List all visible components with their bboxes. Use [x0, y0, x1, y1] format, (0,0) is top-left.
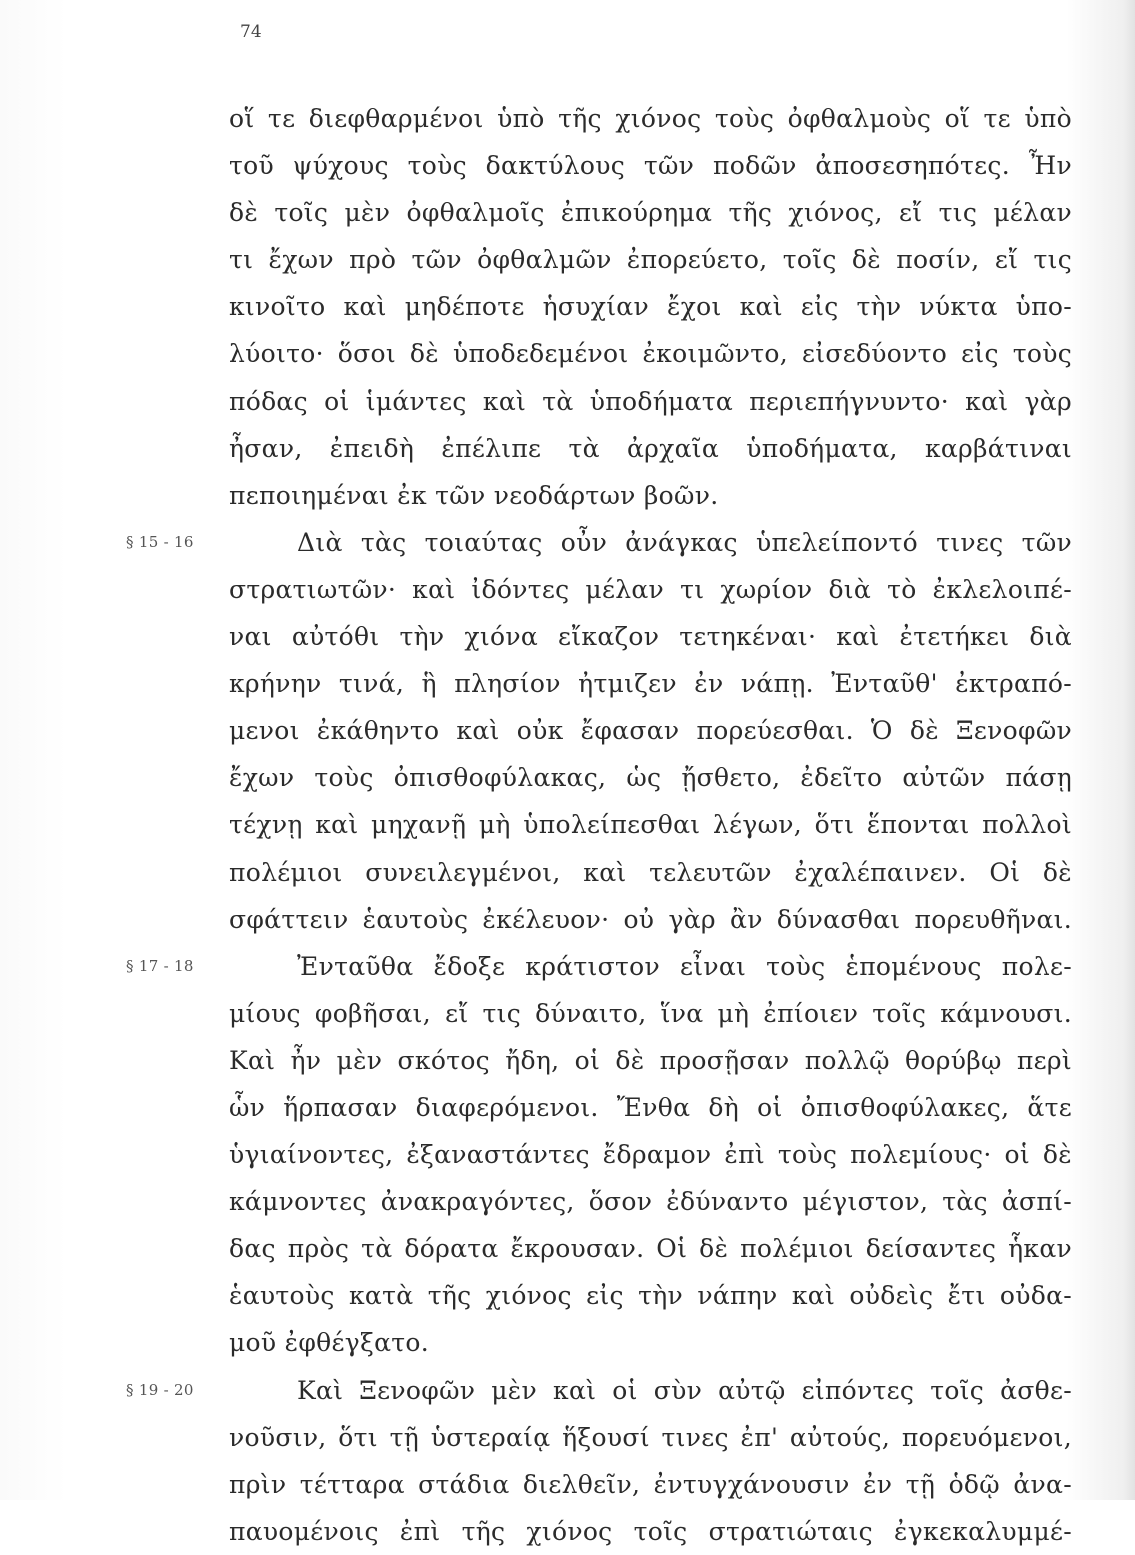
- text-line: [229, 1461, 1072, 1508]
- line-text: ἦσαν, ἐπειδὴ ἐπέλιπε τὰ ἀρχαῖα ὑποδήματα, καρβάτιναι: [229, 433, 1072, 463]
- line-text: κινοῖτο καὶ μηδέποτε ἡσυχίαν ἔχοι καὶ εἰς τὴν νύκτα ὑπο-: [229, 292, 1072, 322]
- page-number: 74: [240, 22, 262, 42]
- section-marker: § 17 - 18: [126, 956, 194, 975]
- text-line: [229, 189, 1072, 236]
- line-text: Καὶ Ξενοφῶν μὲν καὶ οἱ σὺν αὐτῷ εἰπόντες τοῖς ἀσθε-: [297, 1375, 1072, 1405]
- line-text: στρατιωτῶν· καὶ ἰδόντες μέλαν τι χωρίον διὰ τὸ ἐκλελοιπέ-: [229, 574, 1072, 604]
- text-line: [229, 95, 1072, 142]
- line-text: ὧν ἥρπασαν διαφερόμενοι. Ἔνθα δὴ οἱ ὀπισθοφύλακες, ἅτε: [229, 1092, 1072, 1122]
- text-line: [229, 1508, 1072, 1555]
- text-line: [229, 801, 1072, 848]
- text-line: [229, 707, 1072, 754]
- text-line: [229, 990, 1072, 1037]
- text-line: [229, 754, 1072, 801]
- line-text: τέχνῃ καὶ μηχανῇ μὴ ὑπολείπεσθαι λέγων, ὅτι ἕπονται πολλοὶ: [229, 810, 1072, 840]
- text-line: [126, 1367, 1072, 1414]
- text-line: [229, 283, 1072, 330]
- text-line: [229, 330, 1072, 377]
- text-line: [229, 472, 1072, 519]
- text-line: [229, 236, 1072, 283]
- text-line: [229, 660, 1072, 707]
- line-text: πόδας οἱ ἱμάντες καὶ τὰ ὑποδήματα περιεπήγνυντο· καὶ γὰρ: [229, 386, 1072, 416]
- text-line: [229, 1131, 1072, 1178]
- text-line: [229, 378, 1072, 425]
- line-text: ναι αὐτόθι τὴν χιόνα εἴκαζον τετηκέναι· καὶ ἐτετήκει διὰ: [229, 622, 1072, 652]
- text-line: [126, 943, 1072, 990]
- text-line: [229, 1414, 1072, 1461]
- line-text: τοῦ ψύχους τοὺς δακτύλους τῶν ποδῶν ἀποσεσηπότες. Ἦν: [229, 151, 1072, 181]
- line-text: Ἐνταῦθα ἔδοξε κράτιστον εἶναι τοὺς ἑπομένους πολε-: [297, 951, 1072, 981]
- text-line: [229, 1225, 1072, 1272]
- line-text: Διὰ τὰς τοιαύτας οὖν ἀνάγκας ὑπελείποντό τινες τῶν: [297, 527, 1072, 557]
- line-text: πρὶν τέτταρα στάδια διελθεῖν, ἐντυγχάνουσιν ἐν τῇ ὁδῷ ἀνα-: [229, 1469, 1072, 1499]
- line-text: τι ἔχων πρὸ τῶν ὀφθαλμῶν ἐπορεύετο, τοῖς δὲ ποσίν, εἴ τις: [229, 245, 1072, 275]
- text-line: [229, 1319, 1072, 1366]
- text-line: [229, 613, 1072, 660]
- text-line: [126, 519, 1072, 566]
- line-text: ὑγιαίνοντες, ἐξαναστάντες ἔδραμον ἐπὶ τοὺς πολεμίους· οἱ δὲ: [229, 1140, 1072, 1170]
- section-marker: § 19 - 20: [126, 1380, 194, 1399]
- section-marker: § 15 - 16: [126, 532, 194, 551]
- line-text: σφάττειν ἑαυτοὺς ἐκέλευον· οὐ γὰρ ἂν δύνασθαι πορευθῆναι.: [229, 904, 1072, 934]
- text-line: [229, 896, 1072, 943]
- line-text: λύοιτο· ὅσοι δὲ ὑποδεδεμένοι ἐκοιμῶντο, εἰσεδύοντο εἰς τοὺς: [229, 339, 1072, 369]
- line-text: Καὶ ἦν μὲν σκότος ἤδη, οἱ δὲ προσῇσαν πολλῷ θορύβῳ περὶ: [229, 1045, 1072, 1075]
- text-line: [229, 1178, 1072, 1225]
- line-text: δας πρὸς τὰ δόρατα ἔκρουσαν. Οἱ δὲ πολέμιοι δείσαντες ἧκαν: [229, 1234, 1072, 1264]
- line-text: μίους φοβῆσαι, εἴ τις δύναιτο, ἵνα μὴ ἐπίοιεν τοῖς κάμνουσι.: [229, 998, 1072, 1028]
- greek-text-body: [126, 95, 1072, 1555]
- line-text: κάμνοντες ἀνακραγόντες, ὅσον ἐδύναντο μέγιστον, τὰς ἀσπί-: [229, 1187, 1072, 1217]
- text-line: [229, 142, 1072, 189]
- line-text: πεποιημέναι ἐκ τῶν νεοδάρτων βοῶν.: [229, 480, 719, 510]
- text-line: [229, 849, 1072, 896]
- text-line: [229, 1037, 1072, 1084]
- line-text: ἑαυτοὺς κατὰ τῆς χιόνος εἰς τὴν νάπην καὶ οὐδεὶς ἔτι οὐδα-: [229, 1281, 1072, 1311]
- line-text: ἔχων τοὺς ὀπισθοφύλακας, ὡς ᾔσθετο, ἐδεῖτο αὐτῶν πάσῃ: [229, 763, 1072, 793]
- line-text: πολέμιοι συνειλεγμένοι, καὶ τελευτῶν ἐχαλέπαινεν. Οἱ δὲ: [229, 857, 1072, 887]
- text-line: [229, 566, 1072, 613]
- text-line: [229, 1272, 1072, 1319]
- line-text: δὲ τοῖς μὲν ὀφθαλμοῖς ἐπικούρημα τῆς χιόνος, εἴ τις μέλαν: [229, 198, 1072, 228]
- line-text: νοῦσιν, ὅτι τῇ ὑστεραίᾳ ἥξουσί τινες ἐπ' αὐτούς, πορευόμενοι,: [229, 1422, 1072, 1452]
- line-text: κρήνην τινά, ἣ πλησίον ἠτμιζεν ἐν νάπῃ. Ἐνταῦθ' ἐκτραπό-: [229, 669, 1072, 699]
- text-line: [229, 1084, 1072, 1131]
- text-line: [229, 425, 1072, 472]
- line-text: μοῦ ἐφθέγξατο.: [229, 1328, 429, 1358]
- line-text: οἵ τε διεφθαρμένοι ὑπὸ τῆς χιόνος τοὺς ὀφθαλμοὺς οἵ τε ὑπὸ: [229, 104, 1072, 133]
- line-text: παυομένοις ἐπὶ τῆς χιόνος τοῖς στρατιώταις ἐγκεκαλυμμέ-: [229, 1516, 1072, 1546]
- line-text: μενοι ἐκάθηντο καὶ οὐκ ἔφασαν πορεύεσθαι. Ὁ δὲ Ξενοφῶν: [229, 716, 1072, 746]
